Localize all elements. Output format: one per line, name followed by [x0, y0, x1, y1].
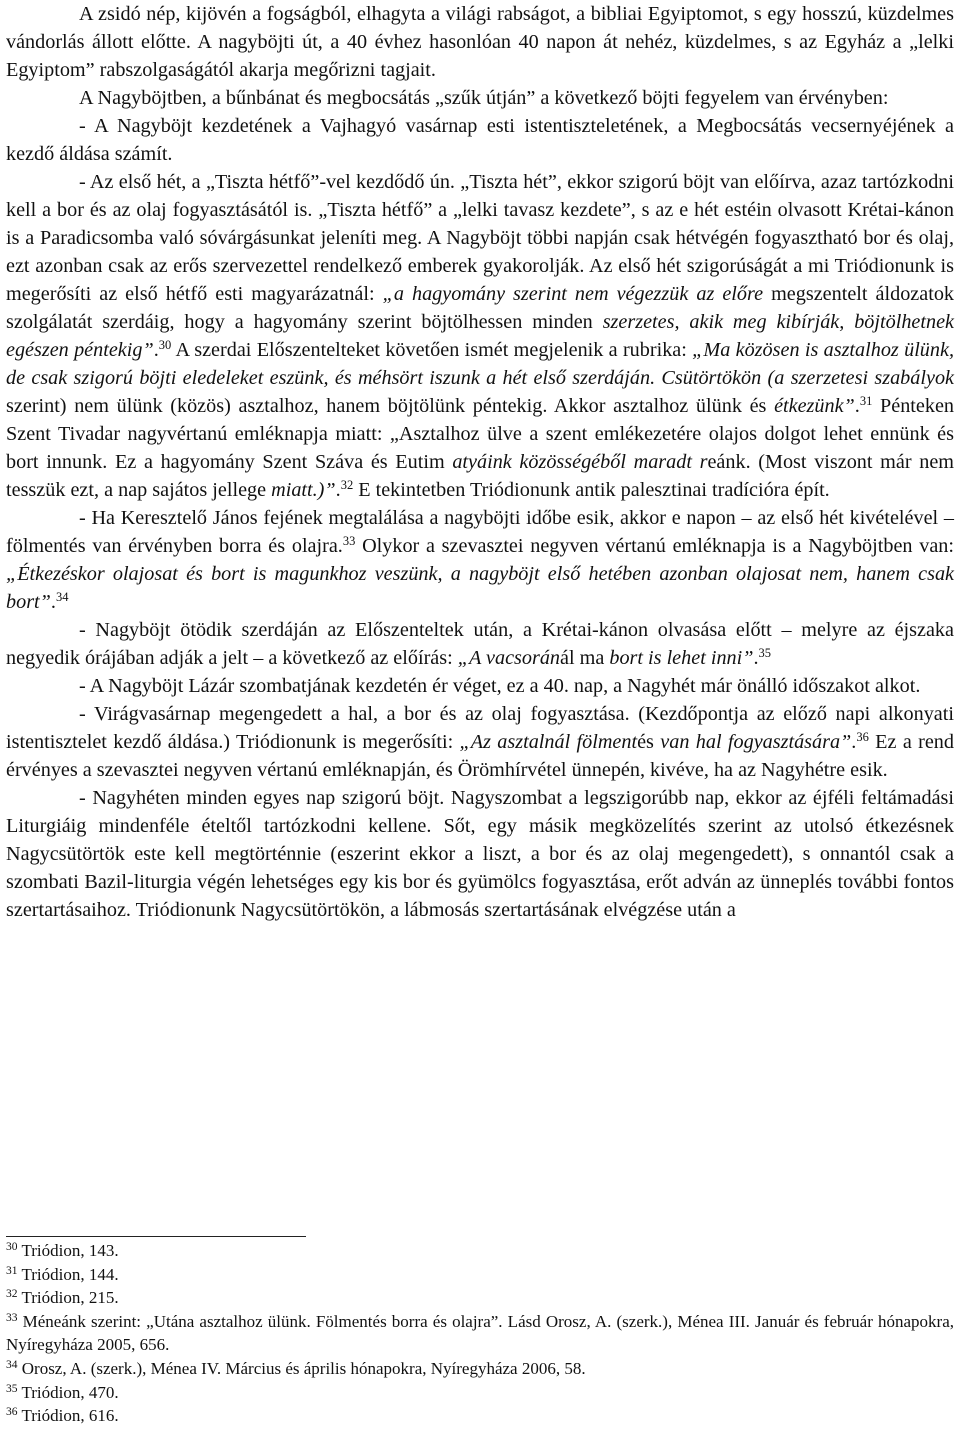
paragraph-rule-holy-week: - Nagyhéten minden egyes nap szigorú böjt. Nagyszombat a legszigorúbb nap, ekkor az éjféli feltámadási Liturgiáig mindenféle ételtől tartózkodni kellene. Sőt, egy másik megközelítés szerint az utolsó étkezésnek Nagycsütörtök este kell megtörténnie (eszerint ekkor a liszt, a bor és az olaj megengedett), s onnantól csak a szombati Bazil-liturgia végén lehetséges egy kis bor és gyümölcs fogyasztása, erőt adván az ünneplés további fontos szertartásaihoz. Triódionunk Nagycsütörtökön, a lábmosás szertartásának elvégzése után a [6, 787, 954, 921]
paragraph-rule-john-baptist: - Ha Keresztelő János fejének megtalálása a nagyböjti időbe esik, akkor e napon – az első hét kivételével – fölmentés van érvényben borra és olajra.$^{33}$ Olykor a szevasztei negyven vértanú emléknapja is a Nagyböjtben van: „Étkezéskor olajosat és bort is magunkhoz veszünk, a nagyböjt első hetében azonban olajosat nem, hanem csak bort”.$^{34}$ [6, 507, 954, 613]
footnote-31: $^{31}$ Triódion, 144. [6, 1264, 119, 1284]
footnote-ref-35: 35 [758, 646, 772, 660]
footnote-ref-30: 30 [158, 338, 172, 352]
footnote-ref-32: 32 [340, 478, 354, 492]
footnote-ref-34: 34 [55, 590, 69, 604]
footnote-ref-33: 33 [342, 534, 356, 548]
paragraph-rule-fifth-wednesday: - Nagyböjt ötödik szerdáján az Előszenteltek után, a Krétai-kánon olvasása előtt – melyre az éjszaka negyedik órájában adják a jelt – a következő az előírás: „A vacsoránál ma bort is lehet inni”.$^{35}$ [6, 619, 954, 669]
footnote-32: $^{32}$ Triódion, 215. [6, 1288, 119, 1308]
footnote-35: $^{35}$ Triódion, 470. [6, 1382, 119, 1402]
footnote-36: $^{36}$ Triódion, 616. [6, 1406, 119, 1426]
footnote-33: $^{33}$ Méneánk szerint: „Utána asztalhoz ülünk. Fölmentés borra és olajra”. Lásd Orosz, A. (szerk.), Ménea III. Január és február hónapokra, Nyíregyháza 2005, 656. [6, 1311, 955, 1355]
footnote-34: $^{34}$ Orosz, A. (szerk.), Ménea IV. Március és április hónapokra, Nyíregyháza 2006, 58. [6, 1358, 586, 1378]
document-body [6, 0, 954, 924]
footnote-ref-31: 31 [859, 394, 873, 408]
footnote-30: $^{30}$ Triódion, 143. [6, 1241, 119, 1260]
paragraph-rule-start: - A Nagyböjt kezdetének a Vajhagyó vasárnap esti istentiszteletének, a Megbocsátás vecsernyéjének a kezdő áldása számít. [6, 115, 954, 165]
paragraph-rule-palm-sunday: - Virágvasárnap megengedett a hal, a bor és az olaj fogyasztása. (Kezdőpontja az előző napi alkonyati istentisztelet kezdő áldása.) Triódionunk is megerősíti: „Az asztalnál fölmentés van hal fogyasztására”.$^{36}$ Ez a rend érvényes a szevasztei negyven vértanú emléknapján, és Örömhírvétel ünnepén, kivéve, ha az Nagyhétre esik. [6, 703, 954, 781]
paragraph-exodus: A zsidó nép, kijövén a fogságból, elhagyta a világi rabságot, a bibliai Egyiptomot, s egy hosszú, küzdelmes vándorlás állott előtte. A nagyböjti út, a 40 évhez hasonlóan 40 napon át nehéz, küzdelmes, s az Egyház a „lelki Egyiptom” rabszolgaságától akarja megőrizni tagjait. [6, 3, 954, 81]
paragraph-rule-first-week: - Az első hét, a „Tiszta hétfő”-vel kezdődő ún. „Tiszta hét”, ekkor szigorú böjt van előírva, azaz tartózkodni kell a bor és az olaj fogyasztásától is. „Tiszta hétfő” a „lelki tavasz kezdete”, s az e hét estéin olvasott Krétai-kánon is a Paradicsomba való sóvárgásunkat jeleníti meg. A Nagyböjt többi napján csak hétvégén fogyasztható bor és olaj, ezt azonban csak az erős szervezettel rendelkező emberek gyakorolják. Az első hét szigorúságát a mi Triódionunk is megerősíti az első hétfő esti magyarázatnál: „a hagyomány szerint nem végezzük az előre megszentelt áldozatok szolgálatát szerdáig, hogy a hagyomány szerint böjtölhessen minden szerzetes, akik meg kibírják, böjtölhetnek egészen péntekig”.$^{30}$ A szerdai Előszentelteket követően ismét megjelenik a rubrika: „Ma közösen is asztalhoz ülünk, de csak szigorú böjti eledeleket eszünk, és méhsört iszunk a hét első szerdáján. Csütörtökön (a szerzetesi szabályok szerint) nem ülünk (közös) asztalhoz, hanem böjtölünk péntekig. Akkor asztalhoz ülünk és étkezünk”.$^{31}$ Pénteken Szent Tivadar nagyvértanú emléknapja miatt: „Asztalhoz ülve a szent emlékezetére olajos dolgot lehet ennünk és bort innunk. Ez a hagyomány Szent Száva és Eutim atyáink közösségéből maradt reánk. (Most viszont már nem tesszük ezt, a nap sajátos jellege miatt.)”.$^{32}$ E tekintetben Triódionunk antik palesztinai tradícióra épít. [6, 171, 955, 501]
footnotes-section [6, 1236, 954, 1428]
footnote-ref-36: 36 [856, 730, 869, 744]
paragraph-rule-lazarus-saturday: - A Nagyböjt Lázár szombatjának kezdetén ér véget, ez a 40. nap, a Nagyhét már önálló időszakot alkot. [79, 675, 921, 697]
paragraph-intro-fasting: A Nagyböjtben, a bűnbánat és megbocsátás „szűk útján” a következő böjti fegyelem van érvényben: [79, 87, 889, 109]
footnote-separator [6, 1236, 306, 1237]
